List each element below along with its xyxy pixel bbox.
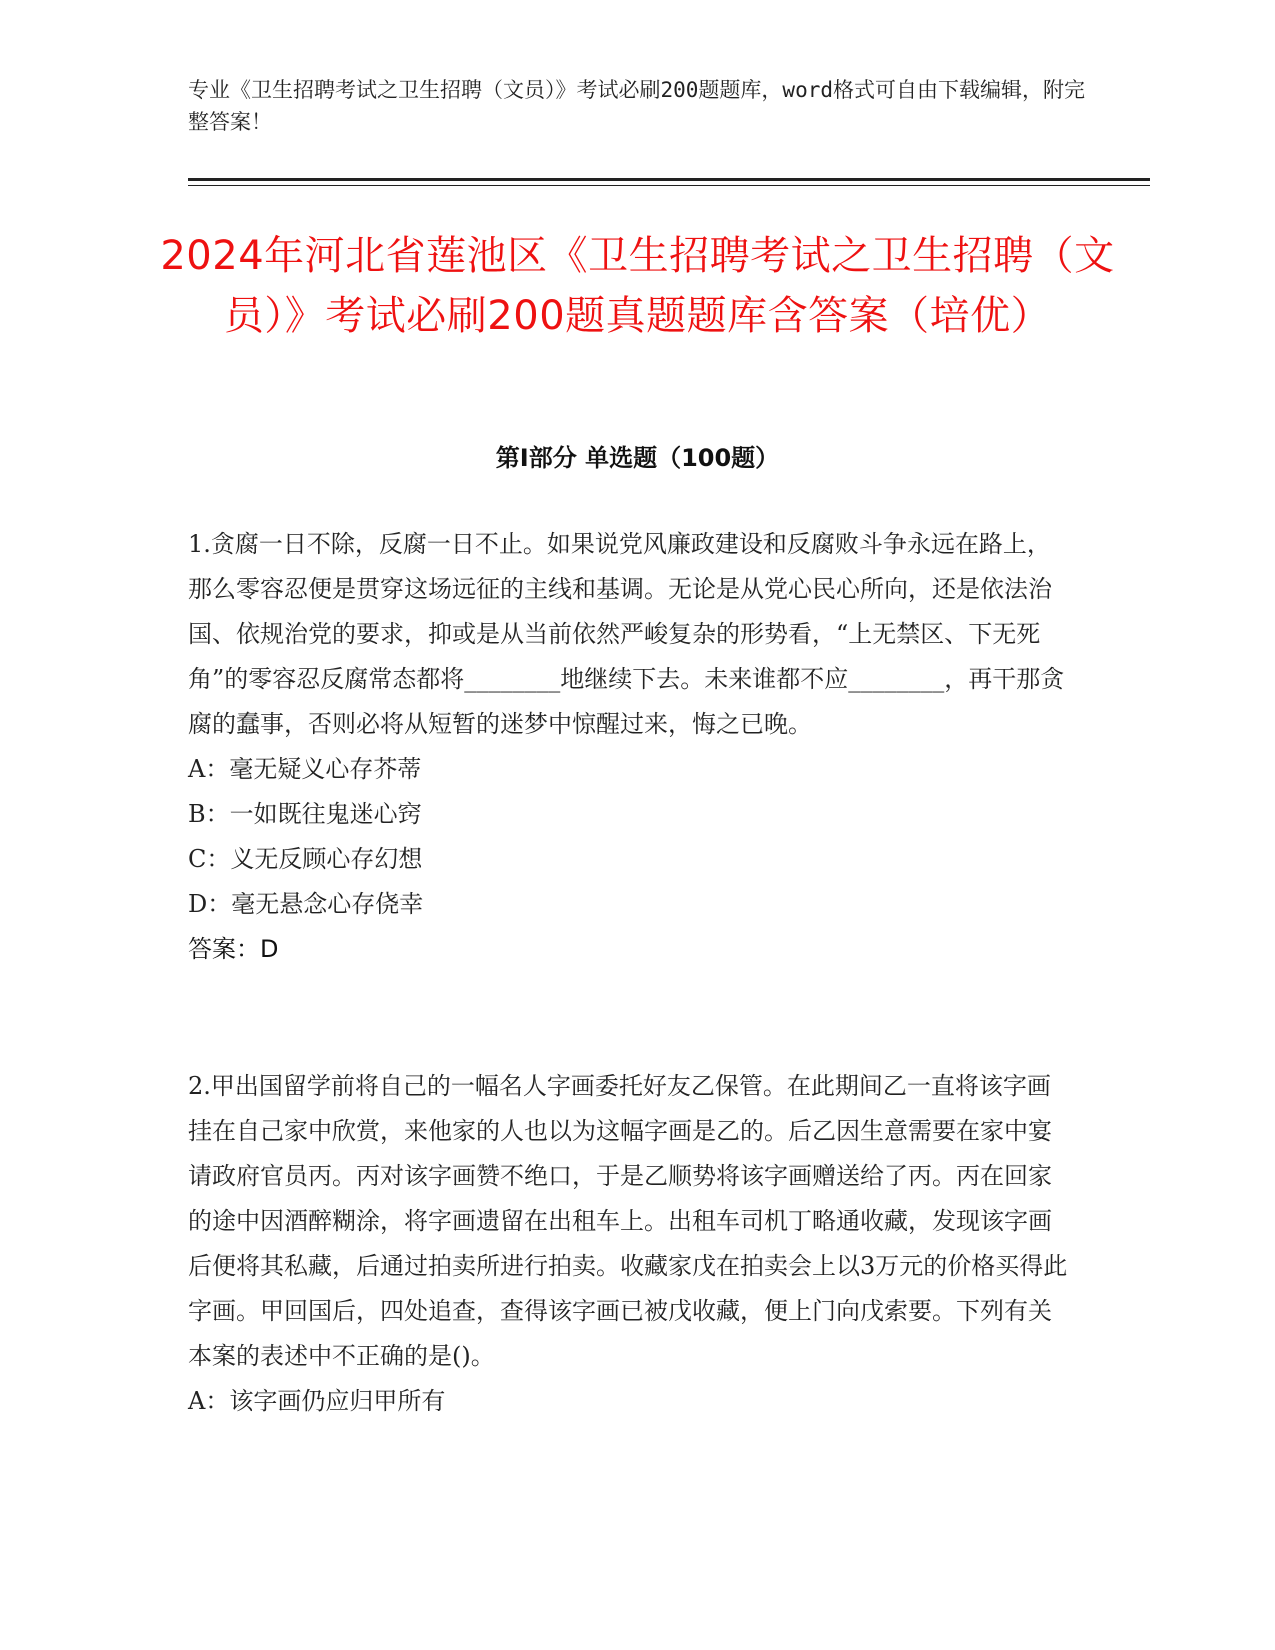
option-a: A：毫无疑义心存芥蒂 [188,755,422,783]
document-title: 2024年河北省莲池区《卫生招聘考试之卫生招聘（文员）》考试必刷200题真题题库含答案（培优） [160,233,1115,339]
header-divider-thin [188,185,1150,186]
section-title: 第Ⅰ部分 单选题（100题） [495,444,780,472]
option-a: A：该字画仍应归甲所有 [188,1387,446,1415]
header-divider-thick [188,178,1150,181]
option-c: C：义无反顾心存幻想 [188,845,423,873]
question-stem: 1.贪腐一日不除，反腐一日不止。如果说党风廉政建设和反腐败斗争永远在路上，那么零容忍便是贯穿这场远征的主线和基调。无论是从党心民心所向，还是依法治国、依规治党的要求，抑或是从当前依然严峻复杂的形势看，“上无禁区、下无死角”的零容忍反腐常态都将________地继续下去。未来谁都不应________，再干那贪腐的蠢事，否则必将从短暂的迷梦中惊醒过来，悔之已晚。 [188,530,1065,738]
question-2 [188,1064,1068,1424]
option-d: D：毫无悬念心存侥幸 [188,890,424,918]
option-b: B：一如既往鬼迷心窍 [188,800,422,828]
header-note: 专业《卫生招聘考试之卫生招聘（文员）》考试必刷200题题库，word格式可自由下载编辑，附完整答案！ [188,78,1085,134]
question-stem: 2.甲出国留学前将自己的一幅名人字画委托好友乙保管。在此期间乙一直将该字画挂在自己家中欣赏，来他家的人也以为这幅字画是乙的。后乙因生意需要在家中宴请政府官员丙。丙对该字画赞不绝口，于是乙顺势将该字画赠送给了丙。丙在回家的途中因酒醉糊涂，将字画遗留在出租车上。出租车司机丁略通收藏，发现该字画后便将其私藏，后通过拍卖所进行拍卖。收藏家戊在拍卖会上以3万元的价格买得此字画。甲回国后，四处追查，查得该字画已被戊收藏，便上门向戊索要。下列有关本案的表述中不正确的是()。 [188,1072,1068,1370]
answer-line: 答案：D [188,935,279,963]
question-1 [188,522,1068,972]
